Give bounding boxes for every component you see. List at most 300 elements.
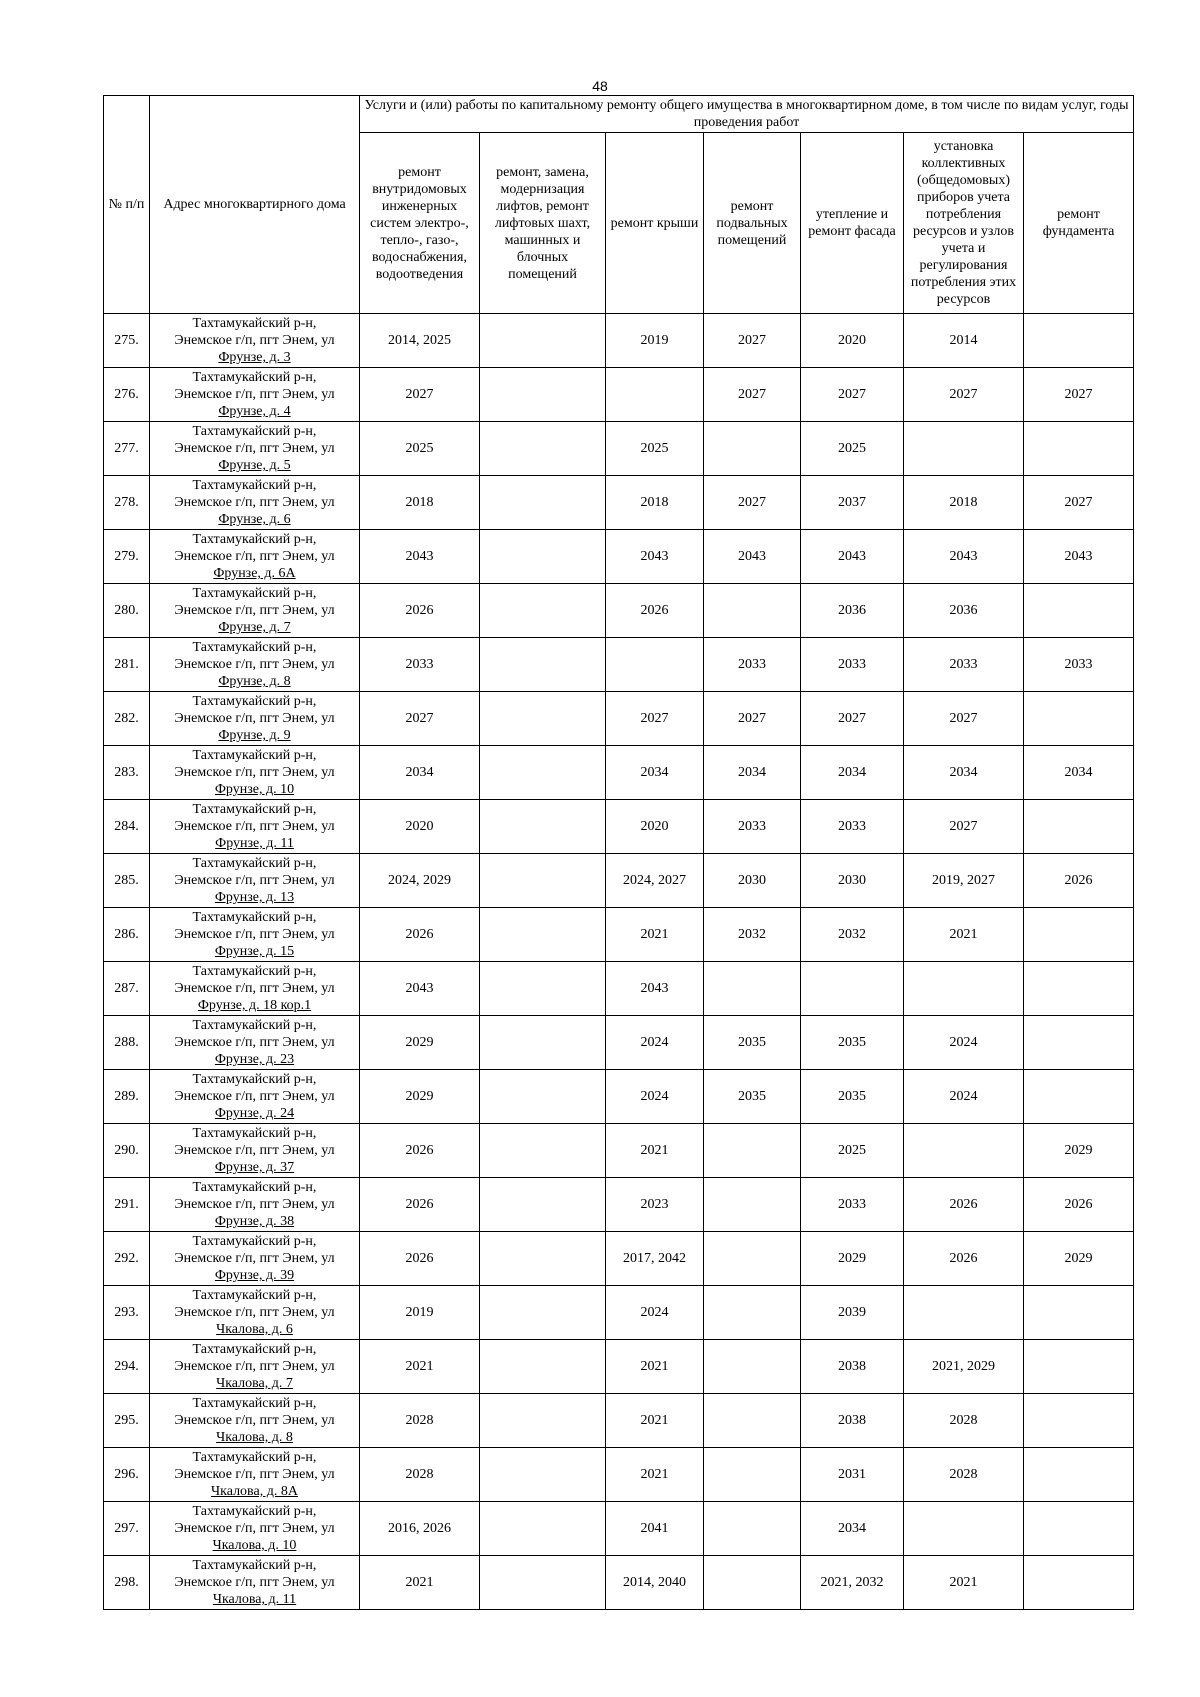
address-district: Тахтамукайский р-н,: [192, 1126, 317, 1141]
address-district: Тахтамукайский р-н,: [192, 1450, 317, 1465]
row-number: 282.: [104, 692, 150, 746]
year-cell-facade: 2025: [801, 1124, 904, 1178]
header-address: Адрес многоквартирного дома: [150, 96, 360, 314]
year-cell-engineering: 2026: [360, 1124, 480, 1178]
table-row: [104, 1286, 1134, 1340]
year-cell-roof: 2025: [606, 422, 704, 476]
address-street: Фрунзе, д. 6: [218, 512, 291, 527]
year-cell-facade: 2034: [801, 746, 904, 800]
year-cell-basement: 2032: [704, 908, 801, 962]
address-street: Фрунзе, д. 23: [214, 1052, 295, 1067]
year-cell-foundation: 2027: [1024, 368, 1134, 422]
table-row: [104, 1016, 1134, 1070]
year-cell-facade: 2038: [801, 1340, 904, 1394]
address-district: Тахтамукайский р-н,: [192, 1396, 317, 1411]
year-cell-elevators: [480, 854, 606, 908]
address-street: Фрунзе, д. 38: [214, 1214, 295, 1229]
row-number: 288.: [104, 1016, 150, 1070]
address-cell: [150, 584, 360, 638]
address-street: Чкалова, д. 7: [216, 1376, 293, 1391]
address-settlement: Энемское г/п, пгт Энем, ул: [174, 927, 335, 942]
year-cell-basement: 2035: [704, 1016, 801, 1070]
year-cell-basement: [704, 422, 801, 476]
year-cell-roof: 2043: [606, 962, 704, 1016]
address-district: Тахтамукайский р-н,: [192, 1072, 317, 1087]
address-cell: [150, 1502, 360, 1556]
year-cell-foundation: [1024, 314, 1134, 368]
year-cell-foundation: 2034: [1024, 746, 1134, 800]
address-settlement: Энемское г/п, пгт Энем, ул: [174, 333, 335, 348]
year-cell-roof: 2018: [606, 476, 704, 530]
year-cell-basement: [704, 1124, 801, 1178]
address-cell: [150, 368, 360, 422]
year-cell-roof: 2021: [606, 1340, 704, 1394]
year-cell-facade: 2032: [801, 908, 904, 962]
year-cell-foundation: [1024, 800, 1134, 854]
year-cell-foundation: [1024, 1286, 1134, 1340]
row-number: 285.: [104, 854, 150, 908]
address-cell: [150, 476, 360, 530]
address-street: Чкалова, д. 11: [212, 1592, 297, 1607]
table-row: [104, 1340, 1134, 1394]
year-cell-basement: [704, 1286, 801, 1340]
row-number: 275.: [104, 314, 150, 368]
table-row: [104, 1502, 1134, 1556]
year-cell-facade: 2036: [801, 584, 904, 638]
address-cell: [150, 1448, 360, 1502]
year-cell-meters: 2021: [904, 1556, 1024, 1610]
year-cell-elevators: [480, 476, 606, 530]
year-cell-facade: 2021, 2032: [801, 1556, 904, 1610]
year-cell-roof: 2021: [606, 908, 704, 962]
address-street: Фрунзе, д. 10: [214, 782, 295, 797]
address-street: Чкалова, д. 8: [216, 1430, 293, 1445]
year-cell-roof: 2024: [606, 1070, 704, 1124]
year-cell-elevators: [480, 800, 606, 854]
year-cell-foundation: 2026: [1024, 854, 1134, 908]
year-cell-meters: 2027: [904, 800, 1024, 854]
year-cell-facade: 2035: [801, 1016, 904, 1070]
year-cell-elevators: [480, 422, 606, 476]
row-number: 280.: [104, 584, 150, 638]
address-cell: [150, 854, 360, 908]
address-district: Тахтамукайский р-н,: [192, 964, 317, 979]
address-settlement: Энемское г/п, пгт Энем, ул: [174, 495, 335, 510]
address-settlement: Энемское г/п, пгт Энем, ул: [174, 1467, 335, 1482]
year-cell-meters: 2033: [904, 638, 1024, 692]
year-cell-engineering: 2024, 2029: [360, 854, 480, 908]
header-engineering: ремонт внутридомовых инженерных систем электро-, тепло-, газо-, водоснабжения, водоотведения: [360, 133, 480, 314]
address-district: Тахтамукайский р-н,: [192, 748, 317, 763]
address-street: Чкалова, д. 10: [212, 1538, 297, 1553]
address-settlement: Энемское г/п, пгт Энем, ул: [174, 1197, 335, 1212]
year-cell-elevators: [480, 1232, 606, 1286]
address-settlement: Энемское г/п, пгт Энем, ул: [174, 1521, 335, 1536]
year-cell-foundation: [1024, 1016, 1134, 1070]
row-number: 281.: [104, 638, 150, 692]
header-roof: ремонт крыши: [606, 133, 704, 314]
address-street: Фрунзе, д. 6А: [213, 566, 296, 581]
table-row: [104, 1394, 1134, 1448]
address-settlement: Энемское г/п, пгт Энем, ул: [174, 603, 335, 618]
year-cell-roof: 2021: [606, 1124, 704, 1178]
year-cell-meters: [904, 1124, 1024, 1178]
year-cell-engineering: 2026: [360, 584, 480, 638]
address-cell: [150, 1556, 360, 1610]
year-cell-facade: 2043: [801, 530, 904, 584]
year-cell-roof: 2019: [606, 314, 704, 368]
year-cell-elevators: [480, 530, 606, 584]
address-settlement: Энемское г/п, пгт Энем, ул: [174, 441, 335, 456]
year-cell-basement: [704, 1340, 801, 1394]
header-meters: установка коллективных (общедомовых) приборов учета потребления ресурсов и узлов учета и регулирования потребления этих ресурсов: [904, 133, 1024, 314]
year-cell-foundation: [1024, 1394, 1134, 1448]
year-cell-roof: [606, 368, 704, 422]
year-cell-facade: 2029: [801, 1232, 904, 1286]
row-number: 298.: [104, 1556, 150, 1610]
address-settlement: Энемское г/п, пгт Энем, ул: [174, 1359, 335, 1374]
address-cell: [150, 908, 360, 962]
address-settlement: Энемское г/п, пгт Энем, ул: [174, 1089, 335, 1104]
year-cell-facade: 2037: [801, 476, 904, 530]
year-cell-roof: 2043: [606, 530, 704, 584]
year-cell-foundation: 2043: [1024, 530, 1134, 584]
year-cell-foundation: [1024, 1070, 1134, 1124]
address-cell: [150, 962, 360, 1016]
year-cell-meters: 2019, 2027: [904, 854, 1024, 908]
year-cell-roof: [606, 638, 704, 692]
address-street: Чкалова, д. 6: [216, 1322, 293, 1337]
address-settlement: Энемское г/п, пгт Энем, ул: [174, 711, 335, 726]
address-district: Тахтамукайский р-н,: [192, 1558, 317, 1573]
row-number: 286.: [104, 908, 150, 962]
year-cell-facade: 2030: [801, 854, 904, 908]
year-cell-meters: 2027: [904, 692, 1024, 746]
year-cell-basement: 2033: [704, 638, 801, 692]
table-body: [104, 314, 1134, 1610]
year-cell-engineering: 2027: [360, 368, 480, 422]
year-cell-engineering: 2014, 2025: [360, 314, 480, 368]
year-cell-meters: 2024: [904, 1070, 1024, 1124]
address-district: Тахтамукайский р-н,: [192, 424, 317, 439]
year-cell-roof: 2017, 2042: [606, 1232, 704, 1286]
year-cell-engineering: 2043: [360, 530, 480, 584]
row-number: 296.: [104, 1448, 150, 1502]
table-row: [104, 530, 1134, 584]
address-settlement: Энемское г/п, пгт Энем, ул: [174, 1251, 335, 1266]
year-cell-meters: 2043: [904, 530, 1024, 584]
row-number: 289.: [104, 1070, 150, 1124]
year-cell-foundation: [1024, 692, 1134, 746]
address-settlement: Энемское г/п, пгт Энем, ул: [174, 1575, 335, 1590]
year-cell-engineering: 2026: [360, 1178, 480, 1232]
year-cell-elevators: [480, 1178, 606, 1232]
table-row: [104, 908, 1134, 962]
year-cell-elevators: [480, 692, 606, 746]
year-cell-foundation: [1024, 1556, 1134, 1610]
year-cell-elevators: [480, 638, 606, 692]
year-cell-facade: 2025: [801, 422, 904, 476]
table-row: [104, 1178, 1134, 1232]
year-cell-engineering: 2020: [360, 800, 480, 854]
year-cell-elevators: [480, 1340, 606, 1394]
year-cell-elevators: [480, 1070, 606, 1124]
year-cell-elevators: [480, 1556, 606, 1610]
year-cell-basement: [704, 1556, 801, 1610]
address-settlement: Энемское г/п, пгт Энем, ул: [174, 387, 335, 402]
year-cell-basement: 2027: [704, 368, 801, 422]
table-row: [104, 1232, 1134, 1286]
address-district: Тахтамукайский р-н,: [192, 1288, 317, 1303]
address-cell: [150, 1070, 360, 1124]
year-cell-facade: 2031: [801, 1448, 904, 1502]
year-cell-elevators: [480, 746, 606, 800]
year-cell-basement: 2043: [704, 530, 801, 584]
address-street: Фрунзе, д. 4: [218, 404, 291, 419]
address-district: Тахтамукайский р-н,: [192, 478, 317, 493]
table-row: [104, 422, 1134, 476]
table-row: [104, 638, 1134, 692]
address-district: Тахтамукайский р-н,: [192, 640, 317, 655]
year-cell-facade: 2039: [801, 1286, 904, 1340]
year-cell-basement: 2027: [704, 692, 801, 746]
year-cell-elevators: [480, 1016, 606, 1070]
year-cell-engineering: 2029: [360, 1070, 480, 1124]
year-cell-facade: 2033: [801, 800, 904, 854]
year-cell-meters: 2034: [904, 746, 1024, 800]
address-district: Тахтамукайский р-н,: [192, 1504, 317, 1519]
address-cell: [150, 530, 360, 584]
address-street: Фрунзе, д. 11: [215, 836, 294, 851]
year-cell-facade: 2038: [801, 1394, 904, 1448]
year-cell-elevators: [480, 1502, 606, 1556]
address-district: Тахтамукайский р-н,: [192, 1342, 317, 1357]
year-cell-basement: [704, 584, 801, 638]
address-cell: [150, 746, 360, 800]
table-row: [104, 314, 1134, 368]
row-number: 295.: [104, 1394, 150, 1448]
table-row: [104, 854, 1134, 908]
address-street: Фрунзе, д. 24: [214, 1106, 295, 1121]
year-cell-elevators: [480, 908, 606, 962]
year-cell-engineering: 2025: [360, 422, 480, 476]
address-district: Тахтамукайский р-н,: [192, 1234, 317, 1249]
address-settlement: Энемское г/п, пгт Энем, ул: [174, 549, 335, 564]
year-cell-basement: 2030: [704, 854, 801, 908]
year-cell-engineering: 2028: [360, 1448, 480, 1502]
year-cell-facade: 2035: [801, 1070, 904, 1124]
address-cell: [150, 1178, 360, 1232]
row-number: 287.: [104, 962, 150, 1016]
address-cell: [150, 800, 360, 854]
year-cell-roof: 2014, 2040: [606, 1556, 704, 1610]
row-number: 290.: [104, 1124, 150, 1178]
address-street: Фрунзе, д. 5: [218, 458, 291, 473]
year-cell-foundation: [1024, 908, 1134, 962]
year-cell-foundation: 2027: [1024, 476, 1134, 530]
year-cell-elevators: [480, 368, 606, 422]
year-cell-meters: 2036: [904, 584, 1024, 638]
row-number: 294.: [104, 1340, 150, 1394]
year-cell-basement: [704, 1232, 801, 1286]
address-cell: [150, 1016, 360, 1070]
year-cell-basement: 2033: [704, 800, 801, 854]
year-cell-elevators: [480, 1286, 606, 1340]
year-cell-meters: 2018: [904, 476, 1024, 530]
year-cell-meters: [904, 422, 1024, 476]
address-street: Фрунзе, д. 39: [214, 1268, 295, 1283]
address-district: Тахтамукайский р-н,: [192, 694, 317, 709]
address-settlement: Энемское г/п, пгт Энем, ул: [174, 1143, 335, 1158]
year-cell-roof: 2023: [606, 1178, 704, 1232]
address-district: Тахтамукайский р-н,: [192, 910, 317, 925]
year-cell-foundation: [1024, 422, 1134, 476]
year-cell-meters: 2021: [904, 908, 1024, 962]
address-cell: [150, 1124, 360, 1178]
year-cell-foundation: [1024, 584, 1134, 638]
address-district: Тахтамукайский р-н,: [192, 802, 317, 817]
row-number: 278.: [104, 476, 150, 530]
year-cell-foundation: 2033: [1024, 638, 1134, 692]
year-cell-basement: [704, 1448, 801, 1502]
year-cell-facade: 2020: [801, 314, 904, 368]
year-cell-meters: 2014: [904, 314, 1024, 368]
year-cell-basement: 2027: [704, 476, 801, 530]
header-facade: утепление и ремонт фасада: [801, 133, 904, 314]
table-row: [104, 692, 1134, 746]
year-cell-elevators: [480, 1448, 606, 1502]
year-cell-basement: 2027: [704, 314, 801, 368]
year-cell-elevators: [480, 314, 606, 368]
row-number: 284.: [104, 800, 150, 854]
year-cell-meters: 2028: [904, 1448, 1024, 1502]
year-cell-roof: 2041: [606, 1502, 704, 1556]
row-number: 276.: [104, 368, 150, 422]
table-row: [104, 962, 1134, 1016]
year-cell-meters: 2027: [904, 368, 1024, 422]
address-street: Фрунзе, д. 7: [218, 620, 291, 635]
address-cell: [150, 1394, 360, 1448]
address-settlement: Энемское г/п, пгт Энем, ул: [174, 819, 335, 834]
address-cell: [150, 422, 360, 476]
year-cell-basement: 2035: [704, 1070, 801, 1124]
address-street: Фрунзе, д. 13: [214, 890, 295, 905]
year-cell-facade: 2034: [801, 1502, 904, 1556]
address-district: Тахтамукайский р-н,: [192, 1180, 317, 1195]
row-number: 291.: [104, 1178, 150, 1232]
year-cell-foundation: 2029: [1024, 1124, 1134, 1178]
year-cell-engineering: 2033: [360, 638, 480, 692]
year-cell-roof: 2026: [606, 584, 704, 638]
year-cell-engineering: 2016, 2026: [360, 1502, 480, 1556]
year-cell-engineering: 2018: [360, 476, 480, 530]
address-settlement: Энемское г/п, пгт Энем, ул: [174, 1305, 335, 1320]
year-cell-basement: [704, 1178, 801, 1232]
table-row: [104, 1448, 1134, 1502]
year-cell-meters: [904, 1286, 1024, 1340]
address-settlement: Энемское г/п, пгт Энем, ул: [174, 873, 335, 888]
year-cell-engineering: 2029: [360, 1016, 480, 1070]
header-basement: ремонт подвальных помещений: [704, 133, 801, 314]
year-cell-engineering: 2028: [360, 1394, 480, 1448]
year-cell-engineering: 2021: [360, 1340, 480, 1394]
address-street: Фрунзе, д. 18 кор.1: [197, 998, 312, 1013]
year-cell-foundation: [1024, 1448, 1134, 1502]
address-settlement: Энемское г/п, пгт Энем, ул: [174, 981, 335, 996]
year-cell-foundation: 2029: [1024, 1232, 1134, 1286]
header-foundation: ремонт фундамента: [1024, 133, 1134, 314]
year-cell-meters: 2024: [904, 1016, 1024, 1070]
address-district: Тахтамукайский р-н,: [192, 532, 317, 547]
header-number: № п/п: [104, 96, 150, 314]
address-district: Тахтамукайский р-н,: [192, 586, 317, 601]
year-cell-engineering: 2027: [360, 692, 480, 746]
table-row: [104, 476, 1134, 530]
table-row: [104, 800, 1134, 854]
year-cell-roof: 2020: [606, 800, 704, 854]
year-cell-foundation: 2026: [1024, 1178, 1134, 1232]
address-street: Фрунзе, д. 37: [214, 1160, 295, 1175]
year-cell-meters: [904, 962, 1024, 1016]
table-row: [104, 746, 1134, 800]
table-row: [104, 1556, 1134, 1610]
header-services: Услуги и (или) работы по капитальному ремонту общего имущества в многоквартирном доме, в том числе по видам услуг, годы проведения работ: [360, 96, 1134, 133]
year-cell-elevators: [480, 1394, 606, 1448]
address-district: Тахтамукайский р-н,: [192, 370, 317, 385]
address-street: Фрунзе, д. 15: [214, 944, 295, 959]
year-cell-facade: 2027: [801, 368, 904, 422]
table-row: [104, 584, 1134, 638]
year-cell-basement: [704, 1394, 801, 1448]
address-street: Чкалова, д. 8А: [211, 1484, 298, 1499]
address-district: Тахтамукайский р-н,: [192, 1018, 317, 1033]
address-district: Тахтамукайский р-н,: [192, 316, 317, 331]
year-cell-engineering: 2043: [360, 962, 480, 1016]
year-cell-meters: 2026: [904, 1178, 1024, 1232]
year-cell-meters: 2028: [904, 1394, 1024, 1448]
address-cell: [150, 1340, 360, 1394]
address-settlement: Энемское г/п, пгт Энем, ул: [174, 1413, 335, 1428]
year-cell-basement: 2034: [704, 746, 801, 800]
year-cell-engineering: 2034: [360, 746, 480, 800]
year-cell-engineering: 2021: [360, 1556, 480, 1610]
address-cell: [150, 314, 360, 368]
year-cell-facade: [801, 962, 904, 1016]
row-number: 297.: [104, 1502, 150, 1556]
year-cell-elevators: [480, 962, 606, 1016]
row-number: 292.: [104, 1232, 150, 1286]
row-number: 279.: [104, 530, 150, 584]
row-number: 293.: [104, 1286, 150, 1340]
year-cell-facade: 2033: [801, 638, 904, 692]
address-street: Фрунзе, д. 9: [218, 728, 291, 743]
capital-repair-table: [103, 95, 1134, 1610]
address-settlement: Энемское г/п, пгт Энем, ул: [174, 657, 335, 672]
row-number: 283.: [104, 746, 150, 800]
table-row: [104, 368, 1134, 422]
year-cell-roof: 2024: [606, 1016, 704, 1070]
year-cell-engineering: 2026: [360, 908, 480, 962]
address-settlement: Энемское г/п, пгт Энем, ул: [174, 765, 335, 780]
address-cell: [150, 692, 360, 746]
address-district: Тахтамукайский р-н,: [192, 856, 317, 871]
year-cell-roof: 2027: [606, 692, 704, 746]
address-settlement: Энемское г/п, пгт Энем, ул: [174, 1035, 335, 1050]
page-number: 48: [592, 78, 608, 94]
year-cell-basement: [704, 962, 801, 1016]
year-cell-meters: 2021, 2029: [904, 1340, 1024, 1394]
year-cell-roof: 2021: [606, 1448, 704, 1502]
